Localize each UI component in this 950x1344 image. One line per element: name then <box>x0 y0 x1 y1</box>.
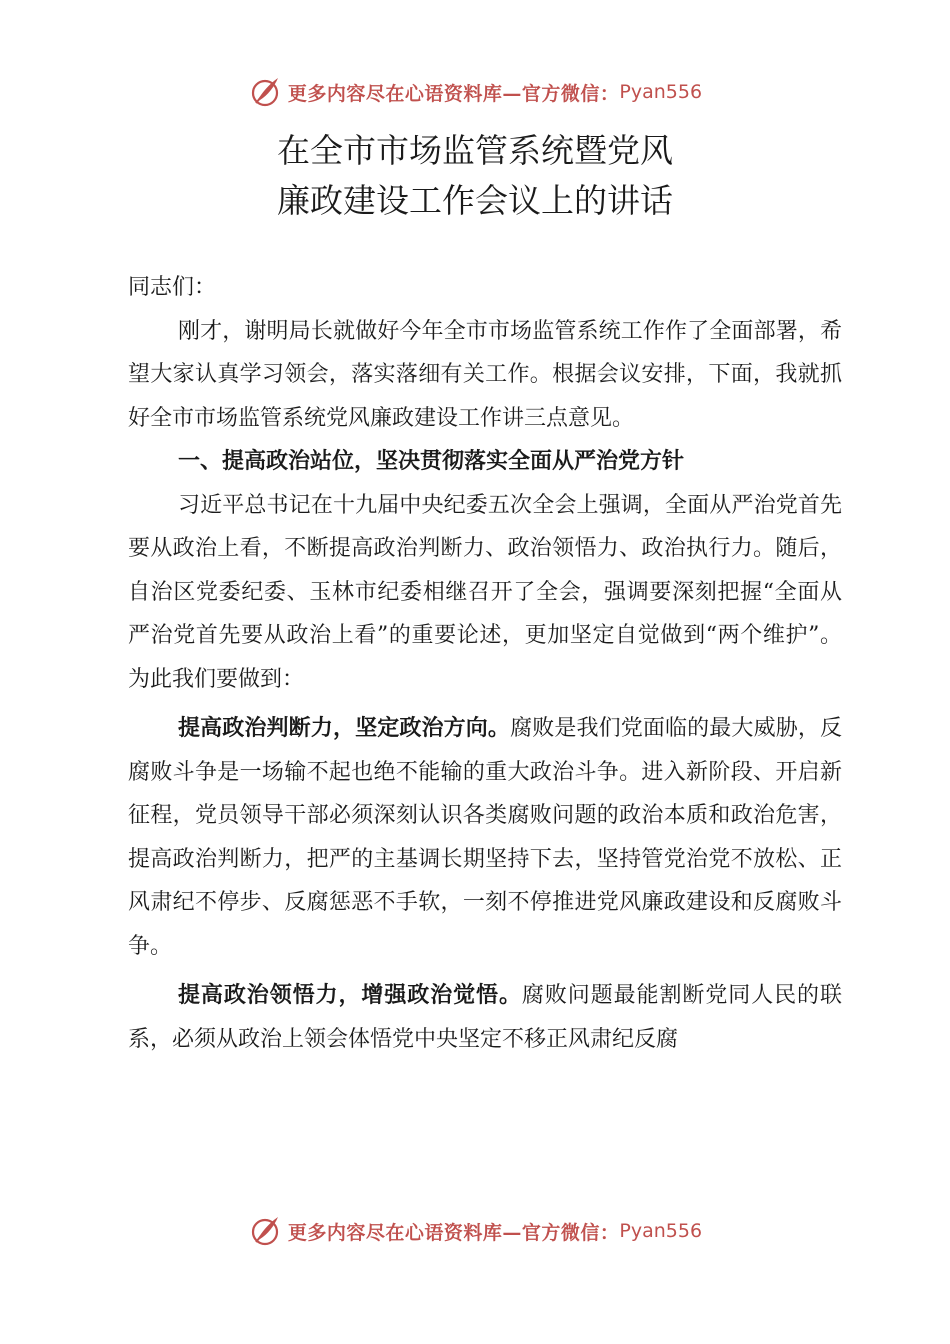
paragraph-1: 习近平总书记在十九届中央纪委五次全会上强调，全面从严治党首先要从政治上看，不断提高政治判断力、政治领悟力、政治执行力。随后，自治区党委纪委、玉林市纪委相继召开了全会，强调要深刻把握“全面从严治党首先要从政治上看”的重要论述，更加坚定自觉做到“两个维护”。为此我们要做到： <box>128 492 842 692</box>
watermark-text: 更多内容尽在心语资料库—官方微信： <box>287 82 620 105</box>
watermark-text: 更多内容尽在心语资料库—官方微信： <box>287 1221 620 1244</box>
watermark-wechat-id: Pyan556 <box>619 1220 703 1242</box>
paragraph-intro: 刚才，谢明局长就做好今年全市市场监管系统工作作了全面部署，希望大家认真学习领会，落实落细有关工作。根据会议安排，下面，我就抓好全市市场监管系统党风廉政建设工作讲三点意见。 <box>128 318 842 431</box>
section-heading-1: 一、提高政治站位，坚决贯彻落实全面从严治党方针 <box>178 449 685 474</box>
quill-circle-icon <box>248 75 282 109</box>
watermark-header <box>0 72 950 112</box>
quill-circle-icon <box>248 1214 282 1248</box>
document-title-line-2: 廉政建设工作会议上的讲话 <box>277 181 673 220</box>
watermark-wechat-id: Pyan556 <box>619 81 703 103</box>
paragraph-2 <box>128 707 842 968</box>
paragraph-2-body: 腐败是我们党面临的最大威胁，反腐败斗争是一场输不起也绝不能输的重大政治斗争。进入新阶段、开启新征程，党员领导干部必须深刻认识各类腐败问题的政治本质和政治危害，提高政治判断力，把严的主基调长期坚持下去，坚持管党治党不放松、正风肃纪不停步、反腐惩恶不手软，一刻不停推进党风廉政建设和反腐败斗争。 <box>128 716 842 959</box>
salutation: 同志们： <box>128 275 217 300</box>
document-body <box>128 266 842 1061</box>
paragraph-2-lead: 提高政治判断力，坚定政治方向。 <box>178 716 511 741</box>
paragraph-3-lead: 提高政治领悟力，增强政治觉悟。 <box>178 983 522 1008</box>
paragraph-3 <box>128 974 842 1061</box>
watermark-footer <box>0 1211 950 1251</box>
document-title-line-1: 在全市市场监管系统暨党风 <box>277 131 673 170</box>
paragraph-3-body: 腐败问题最能割断党同人民的联系，必须从政治上领会体悟党中央坚定不移正风肃纪反腐 <box>128 983 842 1052</box>
